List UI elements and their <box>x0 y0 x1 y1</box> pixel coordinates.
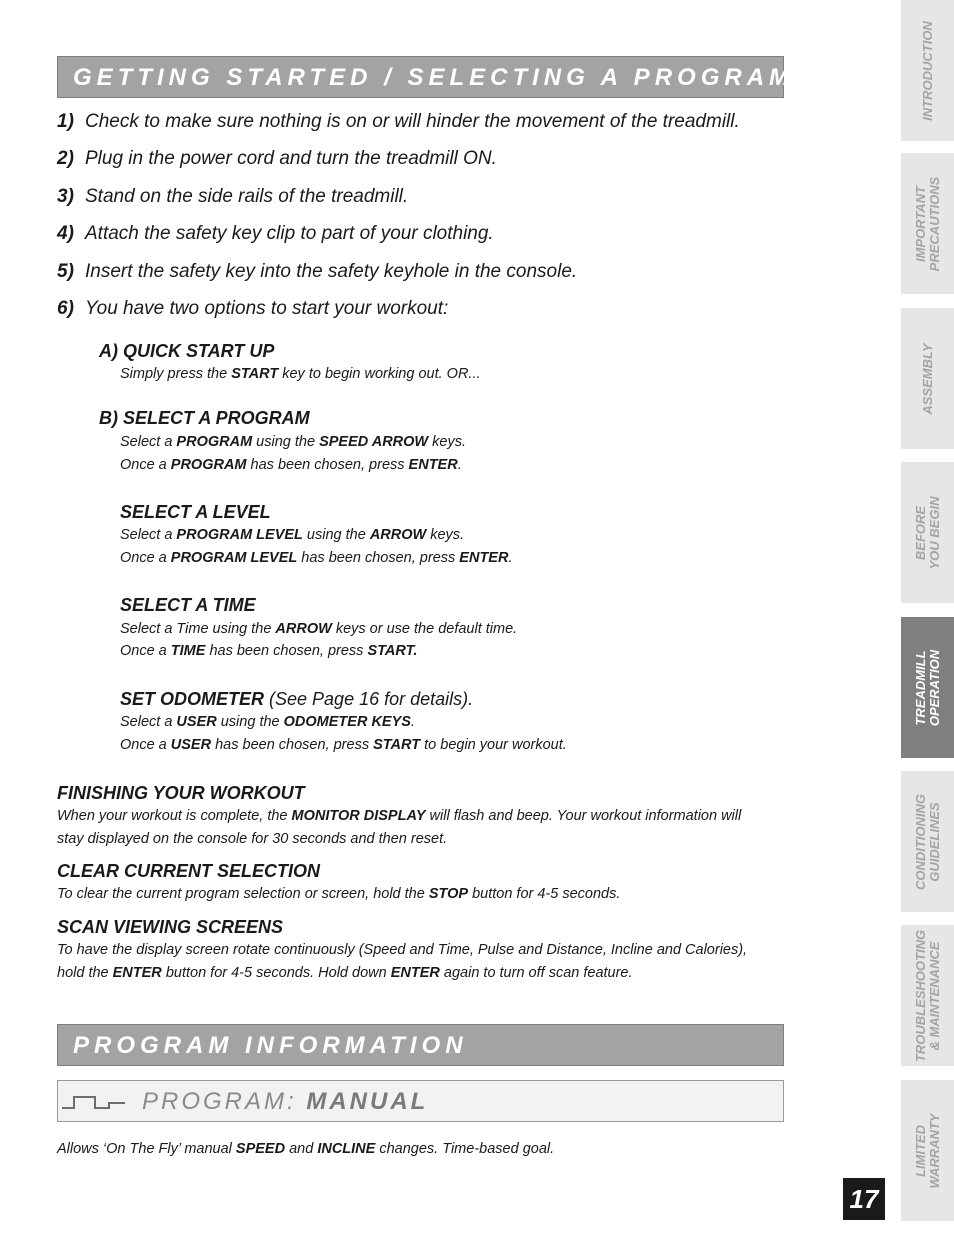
step-3: 3) Stand on the side rails of the treadmill. <box>57 186 409 207</box>
select-program-line-1: Select a PROGRAM using the SPEED ARROW keys. <box>120 434 466 450</box>
program-label: PROGRAM: MANUAL <box>142 1088 429 1115</box>
scan-line-1: To have the display screen rotate continuously (Speed and Time, Pulse and Distance, Incline and Calories), <box>57 942 748 958</box>
section-banner-getting-started <box>57 56 795 98</box>
section-banner-program-information <box>57 1024 784 1066</box>
tab-troubleshooting-maintenance[interactable]: TROUBLESHOOTING & MAINTENANCE <box>901 925 954 1066</box>
tab-important-precautions[interactable]: IMPORTANT PRECAUTIONS <box>901 153 954 294</box>
page-number: 17 <box>843 1178 885 1220</box>
section-title: GETTING STARTED / SELECTING A PROGRAM <box>73 64 795 91</box>
tab-treadmill-operation[interactable]: TREADMILL OPERATION <box>901 617 954 758</box>
select-program-heading: B) SELECT A PROGRAM <box>99 408 310 428</box>
step-2: 2) Plug in the power cord and turn the treadmill ON. <box>57 148 497 169</box>
quick-start-text: Simply press the START key to begin working out. OR... <box>120 366 481 382</box>
section-title: PROGRAM INFORMATION <box>73 1032 468 1059</box>
clear-line-1: To clear the current program selection or screen, hold the STOP button for 4-5 seconds. <box>57 886 621 902</box>
clear-heading: CLEAR CURRENT SELECTION <box>57 861 321 881</box>
select-level-line-2: Once a PROGRAM LEVEL has been chosen, press ENTER. <box>120 550 513 566</box>
set-odometer-heading: SET ODOMETER (See Page 16 for details). <box>120 689 474 709</box>
select-time-heading: SELECT A TIME <box>120 595 256 615</box>
finishing-line-2: stay displayed on the console for 30 seconds and then reset. <box>57 831 448 847</box>
scan-heading: SCAN VIEWING SCREENS <box>57 917 284 937</box>
step-4: 4) Attach the safety key clip to part of your clothing. <box>57 223 494 244</box>
tab-conditioning-guidelines[interactable]: CONDITIONING GUIDELINES <box>901 771 954 912</box>
step-1: 1) Check to make sure nothing is on or will hinder the movement of the treadmill. <box>57 111 740 132</box>
set-odometer-line-1: Select a USER using the ODOMETER KEYS. <box>120 714 415 730</box>
select-level-heading: SELECT A LEVEL <box>120 502 271 522</box>
tab-assembly[interactable]: ASSEMBLY <box>901 308 954 449</box>
scan-line-2: hold the ENTER button for 4-5 seconds. Hold down ENTER again to turn off scan feature. <box>57 965 633 981</box>
step-6: 6) You have two options to start your workout: <box>57 298 449 319</box>
program-manual-bar <box>57 1080 784 1122</box>
set-odometer-line-2: Once a USER has been chosen, press START to begin your workout. <box>120 737 567 753</box>
select-level-line-1: Select a PROGRAM LEVEL using the ARROW keys. <box>120 527 465 543</box>
select-time-line-1: Select a Time using the ARROW keys or use the default time. <box>120 621 518 637</box>
finishing-line-1: When your workout is complete, the MONITOR DISPLAY will flash and beep. Your workout information will <box>57 808 742 824</box>
tab-limited-warranty[interactable]: LIMITED WARRANTY <box>901 1080 954 1221</box>
select-program-line-2: Once a PROGRAM has been chosen, press ENTER. <box>120 457 462 473</box>
select-time-line-2: Once a TIME has been chosen, press START. <box>120 643 418 659</box>
manual-program-profile-icon <box>61 1093 127 1111</box>
finishing-heading: FINISHING YOUR WORKOUT <box>57 783 305 803</box>
program-manual-description: Allows ‘On The Fly’ manual SPEED and INCLINE changes. Time-based goal. <box>57 1141 555 1157</box>
tab-before-you-begin[interactable]: BEFORE YOU BEGIN <box>901 462 954 603</box>
step-5: 5) Insert the safety key into the safety keyhole in the console. <box>57 261 578 282</box>
quick-start-heading: A) QUICK START UP <box>99 341 275 361</box>
tab-introduction[interactable]: INTRODUCTION <box>901 0 954 141</box>
